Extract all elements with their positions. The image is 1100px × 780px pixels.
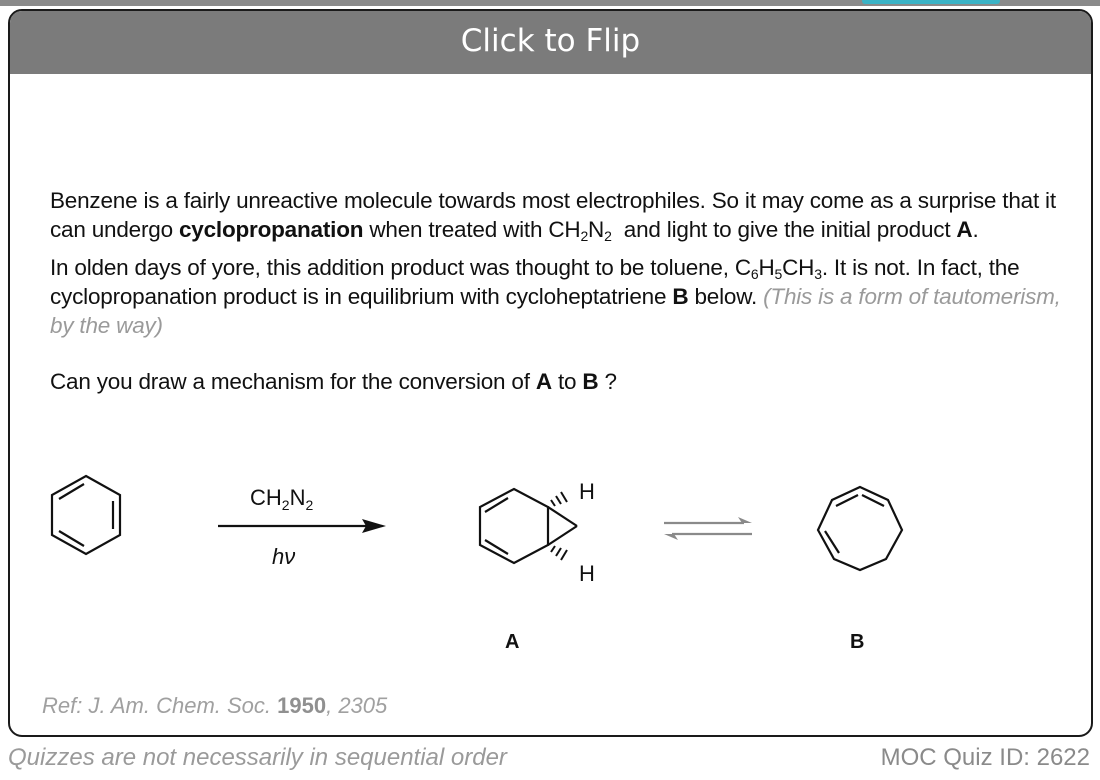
text-run: . It is not. In fact, the cyclopropanation product is in equilibrium with cycloheptatriene bbox=[50, 255, 1020, 309]
text-run: when treated with bbox=[363, 217, 549, 242]
text-run: Ref: J. Am. Chem. Soc. bbox=[42, 693, 278, 718]
aside-note: (This is a form of tautomerism, by the way) bbox=[50, 284, 1061, 338]
flip-button[interactable]: Click to Flip bbox=[10, 11, 1091, 74]
reagent-label: $CH_2N_2$ bbox=[250, 485, 314, 513]
formula-subscript: 3 bbox=[814, 266, 822, 282]
formula-part: CH bbox=[548, 217, 581, 242]
text-run: Benzene is a fairly unreactive molecule towards most electrophiles. So it may come as a surprise that it can undergo bbox=[50, 188, 1056, 242]
equilibrium-arrows bbox=[664, 517, 752, 540]
reaction-arrow bbox=[218, 519, 386, 533]
hydrogen-bottom-label: H bbox=[579, 561, 595, 586]
text-run: below. bbox=[688, 284, 764, 309]
text-run: to bbox=[551, 369, 583, 394]
sequence-note: Quizzes are not necessarily in sequential order bbox=[8, 744, 507, 771]
quiz-id: MOC Quiz ID: 2622 bbox=[880, 744, 1090, 771]
formula-subscript: 2 bbox=[580, 228, 589, 244]
text-run: Can you draw a mechanism for the conversion of bbox=[50, 369, 536, 394]
question-text bbox=[50, 186, 1080, 396]
label-b: B bbox=[850, 631, 865, 653]
label-a: A bbox=[505, 631, 520, 653]
product-label: B bbox=[672, 284, 689, 309]
formula-subscript: 2 bbox=[604, 228, 612, 244]
formula-part: CH bbox=[782, 255, 815, 280]
hashed-wedge-bottom bbox=[551, 546, 567, 560]
text-run: In olden days of yore, this addition product was thought to be toluene, C bbox=[50, 255, 751, 280]
condition-label: hν bbox=[272, 544, 296, 569]
formula-part: H bbox=[758, 255, 775, 280]
top-accent-tab[interactable] bbox=[862, 0, 1000, 4]
benzene-structure bbox=[52, 476, 120, 554]
text-run: ? bbox=[598, 369, 617, 394]
question-paragraph-3 bbox=[50, 367, 1080, 396]
hydrogen-top-label: H bbox=[579, 479, 595, 504]
quiz-card[interactable] bbox=[8, 9, 1093, 737]
hashed-wedge-top bbox=[551, 492, 567, 506]
question-paragraph-1 bbox=[50, 186, 1080, 244]
formula-subscript: 5 bbox=[774, 266, 783, 282]
product-label: A bbox=[956, 217, 973, 242]
reaction-scheme bbox=[10, 451, 1093, 681]
compound-a-structure bbox=[480, 489, 577, 563]
text-run: . bbox=[972, 217, 979, 242]
reference-citation bbox=[42, 693, 387, 719]
product-label: B bbox=[582, 369, 599, 394]
formula-part: N bbox=[588, 217, 605, 242]
text-run: , 2305 bbox=[326, 693, 388, 718]
reference-year: 1950 bbox=[277, 693, 327, 718]
question-paragraph-2 bbox=[50, 253, 1080, 340]
formula-subscript: 6 bbox=[750, 266, 759, 282]
product-label: A bbox=[535, 369, 552, 394]
text-run: and light to give the initial product bbox=[611, 217, 957, 242]
compound-b-structure bbox=[818, 487, 902, 570]
cyclopropanation-term: cyclopropanation bbox=[178, 217, 364, 242]
